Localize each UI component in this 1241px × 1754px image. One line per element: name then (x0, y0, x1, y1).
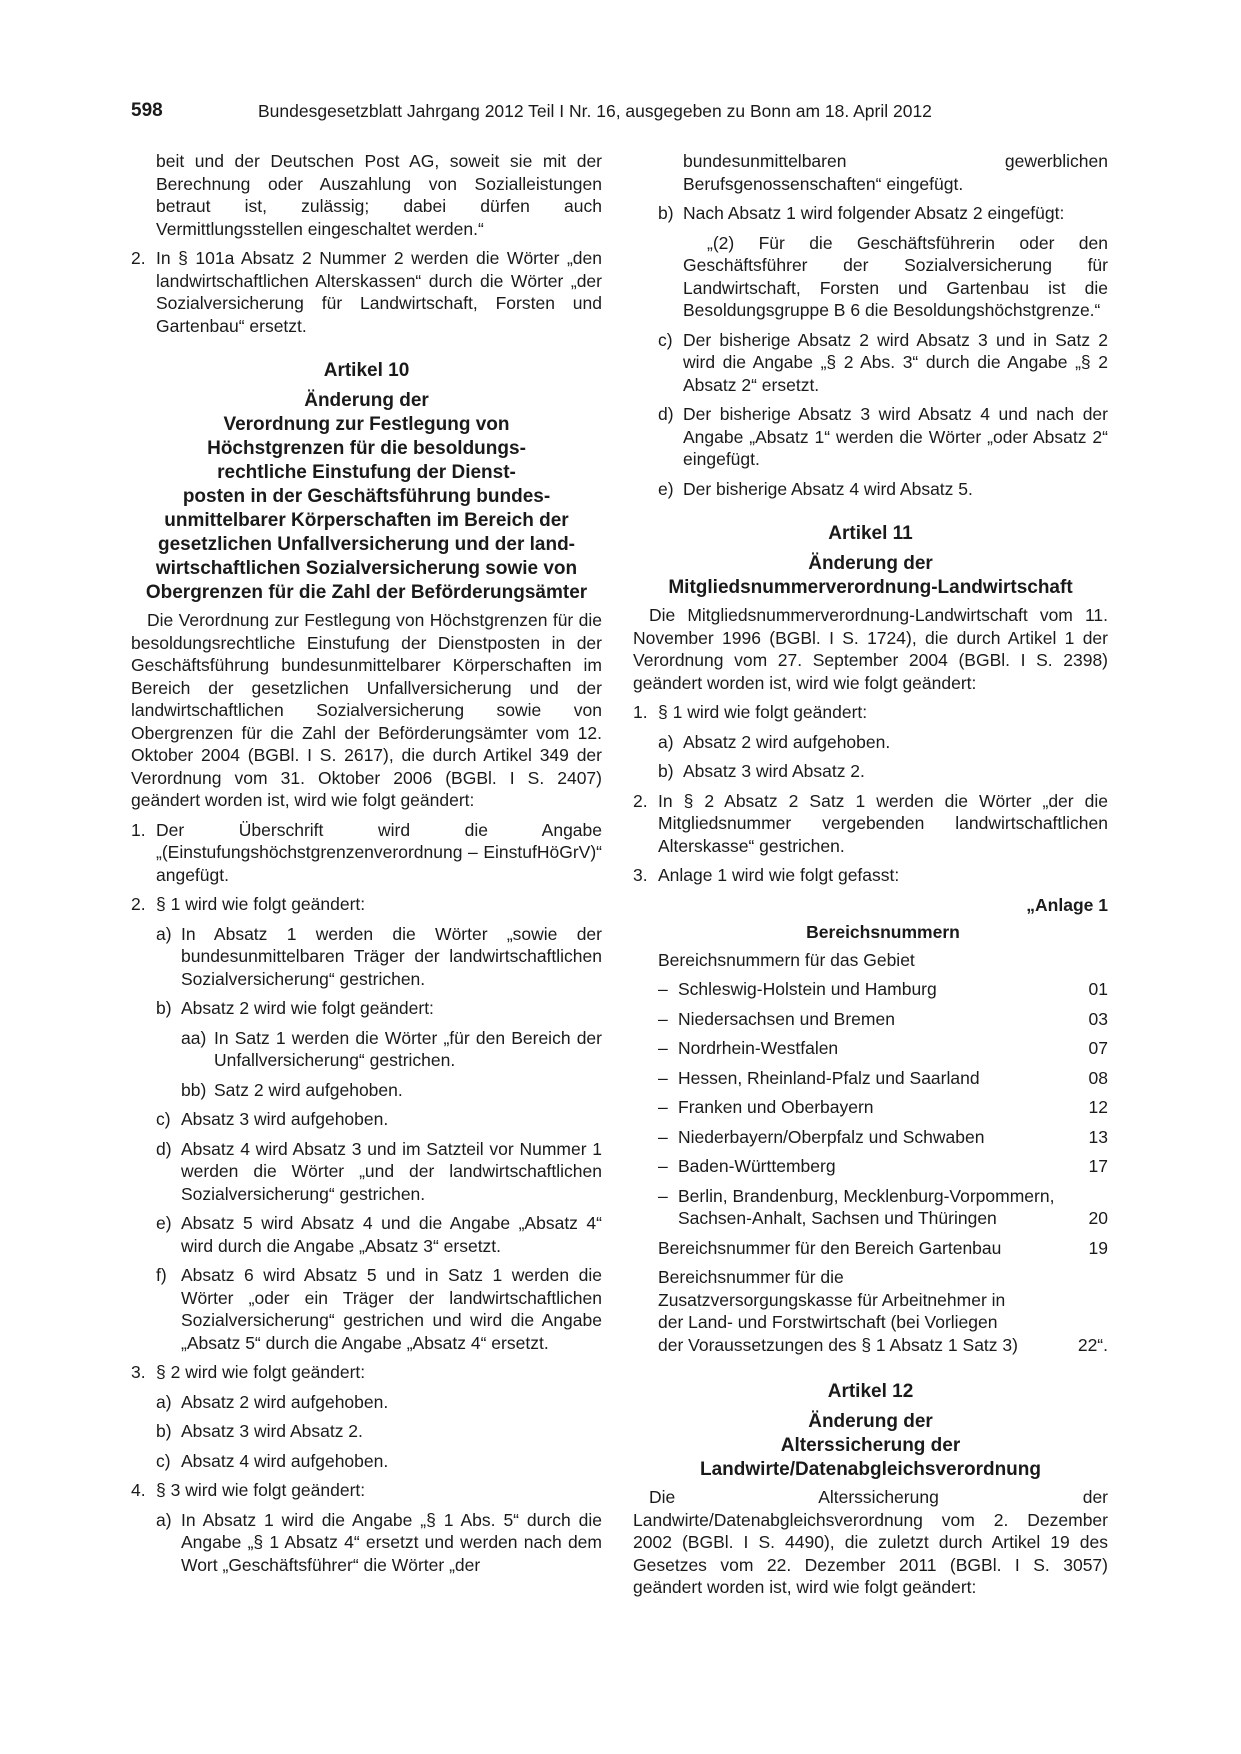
table-cell-label (658, 1126, 1070, 1149)
region-name: Nordrhein-Westfalen (678, 1038, 839, 1058)
article-label: Artikel 11 (828, 523, 913, 544)
sub-item-text: Der bisherige Absatz 4 wird Absatz 5. (683, 478, 973, 499)
item-number: 4. (131, 1480, 146, 1500)
article-title-line: Änderung der (304, 390, 429, 411)
article-10-heading (131, 359, 602, 605)
sub-item-letter: c) (658, 329, 673, 350)
article-title-line: Verordnung zur Festlegung von (223, 414, 510, 435)
sub-item (156, 923, 602, 991)
table-cell-label (658, 1096, 1070, 1119)
sub-item (156, 997, 602, 1020)
region-name: Hessen, Rheinland-Pfalz und Saarland (678, 1067, 980, 1088)
list-item (633, 864, 1108, 887)
item-text: § 2 wird wie folgt geändert: (156, 1362, 366, 1382)
item-text: Der Überschrift wird die Angabe „(Einstufungshöchstgrenzenverordnung – EinstufHöGrV)“ angefügt. (156, 819, 602, 885)
right-column (633, 150, 1108, 1599)
sub-item-text: Absatz 3 wird Absatz 2. (181, 1421, 363, 1441)
list-item (633, 701, 1108, 724)
continued-paragraph: bundesunmittelbaren gewerblichen Berufsgenossenschaften“ eingefügt. (683, 151, 1108, 194)
item-text: In § 2 Absatz 2 Satz 1 werden die Wörter „der die Mitgliedsnummer vergebenden landwirtschaftlichen Alterskasse“ gestrichen. (658, 790, 1108, 856)
article-intro: Die Verordnung zur Festlegung von Höchstgrenzen für die besoldungsrechtliche Einstufung der Dienstposten in der Geschäftsführung bundesunmittelbarer Körperschaften im Bereich der gesetzlichen Unfallversicherung und der landwirtschaftlichen Sozialversicherung sowie von Obergrenzen für die Zahl der Beförderungsämter vom 12. Oktober 2004 (BGBl. I S. 2617), die durch Artikel 349 der Verordnung vom 31. Oktober 2006 (BGBl. I S. 2407) geändert worden ist, wird wie folgt geändert: (131, 610, 602, 810)
article-label: Artikel 10 (323, 360, 410, 381)
sub-item-letter: d) (156, 1138, 172, 1159)
table-cell-value: 12 (1088, 1097, 1108, 1117)
table-row (658, 1008, 1108, 1031)
table-cell-label (658, 1185, 1070, 1230)
sub-item-letter: c) (156, 1450, 171, 1471)
article-title-line: Obergrenzen für die Zahl der Beförderungsämter (145, 582, 588, 603)
article-title-line: Änderung der (808, 553, 933, 574)
sub-item-letter: a) (156, 1509, 172, 1530)
list-item (131, 893, 602, 916)
table-row (658, 1185, 1108, 1230)
table-row (658, 978, 1108, 1001)
sub-item-text: Absatz 5 wird Absatz 4 und die Angabe „Absatz 4“ wird durch die Angabe „Absatz 3“ ersetzt. (181, 1213, 602, 1256)
page-number: 598 (131, 100, 163, 121)
article-11-heading (633, 522, 1108, 600)
sub-item-letter: b) (156, 1421, 172, 1441)
table-cell-value: 08 (1088, 1067, 1108, 1088)
sub-item-text: Der bisherige Absatz 2 wird Absatz 3 und in Satz 2 wird die Angabe „§ 2 Abs. 3“ durch die Angabe „§ 2 Absatz 2“ ersetzt. (683, 329, 1108, 395)
article-title-line: unmittelbarer Körperschaften im Bereich der (164, 510, 569, 531)
sub-item (156, 1212, 602, 1257)
sub-item-letter: e) (156, 1213, 172, 1233)
sub-item (658, 731, 1108, 754)
region-name: Niederbayern/Oberpfalz und Schwaben (678, 1126, 985, 1147)
sub-item (658, 478, 1108, 501)
sub-item-letter: a) (658, 731, 674, 752)
item-text: Anlage 1 wird wie folgt gefasst: (658, 865, 900, 885)
sub-item-text: Absatz 3 wird Absatz 2. (683, 761, 865, 781)
item-number: 3. (131, 1362, 146, 1382)
sub-sub-item-label: bb) (181, 1079, 207, 1100)
table-cell-value: 03 (1088, 1008, 1108, 1029)
article-label: Artikel 12 (827, 1381, 914, 1402)
sub-item-text: In Absatz 1 werden die Wörter „sowie der bundesunmittelbaren Träger der landwirtschaftlichen Sozialversicherung“ gestrichen. (181, 923, 602, 989)
sub-item-letter: a) (156, 1391, 172, 1412)
article-title-line: Änderung der (808, 1411, 933, 1432)
sub-item (156, 1264, 602, 1354)
list-item (131, 247, 602, 337)
page-header (131, 100, 1109, 124)
table-title: Bereichsnummern (806, 922, 960, 942)
table-rows (658, 978, 1108, 1230)
table-cell-value: 13 (1088, 1126, 1108, 1147)
item-text: § 3 wird wie folgt geändert: (156, 1480, 366, 1500)
table-row (658, 1096, 1108, 1119)
sub-item-letter: d) (658, 404, 674, 424)
article-title-line: wirtschaftlichen Sozialversicherung sowie von (155, 558, 578, 579)
dash-marker: – (658, 979, 668, 999)
sub-item-text: In Absatz 1 wird die Angabe „§ 1 Abs. 5“ durch die Angabe „§ 1 Absatz 4“ ersetzt und werden nach dem Wort „Geschäftsführer“ die Wörter „der (181, 1509, 602, 1575)
anlage-label: „Anlage 1 (1026, 894, 1108, 915)
sub-item (156, 1509, 602, 1577)
list-item (131, 1361, 602, 1384)
table-cell-value: 20 (1088, 1208, 1108, 1228)
sub-item-text: Absatz 3 wird aufgehoben. (181, 1109, 389, 1129)
sub-item (658, 760, 1108, 783)
sub-item-text: Der bisherige Absatz 3 wird Absatz 4 und nach der Angabe „Absatz 1“ werden die Wörter „oder Absatz 2“ eingefügt. (683, 404, 1108, 469)
table-cell-value: 22“. (1077, 1334, 1108, 1355)
table-cell-value: 07 (1088, 1038, 1108, 1058)
article-title-line: gesetzlichen Unfallversicherung und der land- (157, 534, 576, 555)
dash-marker: – (658, 1185, 668, 1206)
sub-item-text: Absatz 2 wird aufgehoben. (181, 1391, 389, 1412)
sub-item-text: Absatz 2 wird wie folgt geändert: (181, 998, 434, 1018)
article-intro: Die Alterssicherung der Landwirte/Datenabgleichsverordnung vom 2. Dezember 2002 (BGBl. I S. 4490), die zuletzt durch Artikel 19 des Gesetzes vom 22. Dezember 2011 (BGBl. I S. 3057) geändert worden ist, wird wie folgt geändert: (633, 1487, 1108, 1597)
bereichsnummern-table (658, 921, 1108, 1356)
region-name: Niedersachsen und Bremen (678, 1008, 895, 1029)
article-title-line: Alterssicherung der (780, 1435, 961, 1456)
list-item (131, 1479, 602, 1502)
sub-sub-item-text: In Satz 1 werden die Wörter „für den Bereich der Unfallversicherung“ gestrichen. (214, 1027, 602, 1070)
table-row (658, 1067, 1108, 1090)
table-cell-value: 19 (1088, 1237, 1108, 1258)
sub-item-text: Absatz 4 wird aufgehoben. (181, 1450, 389, 1471)
table-row (658, 1155, 1108, 1178)
table-row (658, 1266, 1108, 1356)
article-12-heading (633, 1380, 1108, 1482)
dash-marker: – (658, 1067, 668, 1088)
table-cell-label: Bereichsnummer für den Bereich Gartenbau (658, 1237, 1002, 1258)
sub-item (156, 1108, 602, 1131)
article-title-line: Landwirte/Datenabgleichsverordnung (700, 1459, 1041, 1480)
dash-marker: – (658, 1156, 668, 1176)
sub-item (156, 1450, 602, 1473)
item-number: 2. (131, 248, 146, 268)
item-text: In § 101a Absatz 2 Nummer 2 werden die Wörter „den landwirtschaftlichen Alterskassen“ durch die Wörter „der Sozialversicherung für Landwirtschaft, Forsten und Gartenbau“ ersetzt. (156, 248, 602, 336)
sub-item-letter: c) (156, 1109, 171, 1129)
dash-marker: – (658, 1038, 668, 1058)
region-name: Schleswig-Holstein und Hamburg (678, 979, 937, 999)
item-number: 2. (633, 790, 648, 811)
quoted-paragraph: „(2) Für die Geschäftsführerin oder den Geschäftsführer der Sozialversicherung für Landwirtschaft, Forsten und Gartenbau ist die Besoldungsgruppe B 6 die Besoldungshöchstgrenze.“ (683, 232, 1108, 320)
sub-item-text: Absatz 4 wird Absatz 3 und im Satzteil vor Nummer 1 werden die Wörter „und der landwirtschaftlichen Sozialversicherung“ gestrichen. (181, 1138, 602, 1204)
item-number: 1. (633, 702, 648, 722)
region-name: Baden-Württemberg (678, 1156, 836, 1176)
sub-item-text: Nach Absatz 1 wird folgender Absatz 2 eingefügt: (683, 203, 1065, 223)
sub-sub-item (181, 1027, 602, 1072)
table-row (658, 1237, 1108, 1260)
running-head: Bundesgesetzblatt Jahrgang 2012 Teil I Nr. 16, ausgegeben zu Bonn am 18. April 2012 (258, 101, 932, 121)
sub-item (658, 202, 1108, 225)
sub-item-letter: f) (156, 1265, 167, 1285)
item-number: 1. (131, 819, 146, 840)
table-cell-value: 17 (1088, 1156, 1108, 1176)
sub-item (658, 329, 1108, 397)
sub-item-letter: e) (658, 478, 674, 499)
table-cell-label (658, 1008, 1070, 1031)
sub-item (156, 1391, 602, 1414)
sub-sub-item-text: Satz 2 wird aufgehoben. (214, 1079, 403, 1100)
region-name: Berlin, Brandenburg, Mecklenburg-Vorpommern, Sachsen-Anhalt, Sachsen und Thüringen (678, 1185, 1055, 1228)
item-text: § 1 wird wie folgt geändert: (658, 702, 868, 722)
table-cell-label (658, 1037, 1070, 1060)
continued-paragraph: beit und der Deutschen Post AG, soweit sie mit der Berechnung oder Auszahlung von Sozialleistungen betraut ist, zulässig; dabei dürfen auch Vermittlungsstellen eingeschaltet werden.“ (156, 151, 602, 239)
table-cell-value: 01 (1088, 979, 1108, 999)
table-cell-label: Bereichsnummer für die Zusatzversorgungskasse für Arbeitnehmer in der Land- und Forstwirtschaft (bei Vorliegen der Voraussetzungen des § 1 Absatz 1 Satz 3) (658, 1267, 1018, 1355)
dash-marker: – (658, 1126, 668, 1147)
left-column (131, 150, 602, 1576)
table-cell-label (658, 1155, 1070, 1178)
table-cell-label (658, 1067, 1070, 1090)
table-subtitle: Bereichsnummern für das Gebiet (658, 949, 915, 970)
sub-item-letter: b) (658, 761, 674, 781)
sub-sub-item (181, 1079, 602, 1102)
sub-item (156, 1138, 602, 1206)
article-intro: Die Mitgliedsnummerverordnung-Landwirtschaft vom 11. November 1996 (BGBl. I S. 1724), die durch Artikel 1 der Verordnung vom 27. September 2004 (BGBl. I S. 2398) geändert worden ist, wird wie folgt geändert: (633, 605, 1108, 693)
dash-marker: – (658, 1008, 668, 1029)
sub-item (156, 1420, 602, 1443)
sub-item (658, 403, 1108, 471)
list-item (633, 790, 1108, 858)
list-item (131, 819, 602, 887)
sub-item-text: Absatz 2 wird aufgehoben. (683, 731, 891, 752)
article-title-line: Mitgliedsnummerverordnung-Landwirtschaft (668, 577, 1073, 598)
item-number: 2. (131, 894, 146, 914)
article-title-line: rechtliche Einstufung der Dienst- (217, 462, 516, 483)
table-row (658, 1037, 1108, 1060)
sub-sub-item-label: aa) (181, 1027, 207, 1048)
table-cell-label (658, 978, 1070, 1001)
table-row (658, 1126, 1108, 1149)
sub-item-text: Absatz 6 wird Absatz 5 und in Satz 1 werden die Wörter „oder ein Träger der landwirtschaftlichen Sozialversicherung“ gestrichen und wird die Angabe „Absatz 5“ durch die Angabe „Absatz 4“ ersetzt. (181, 1265, 602, 1353)
sub-item-letter: b) (658, 203, 674, 223)
item-text: § 1 wird wie folgt geändert: (156, 894, 366, 914)
sub-item-letter: b) (156, 998, 172, 1018)
dash-marker: – (658, 1097, 668, 1117)
sub-item-letter: a) (156, 923, 172, 944)
article-title-line: posten in der Geschäftsführung bundes- (182, 486, 551, 507)
item-number: 3. (633, 865, 648, 885)
article-title-line: Höchstgrenzen für die besoldungs- (207, 438, 526, 459)
region-name: Franken und Oberbayern (678, 1097, 874, 1117)
